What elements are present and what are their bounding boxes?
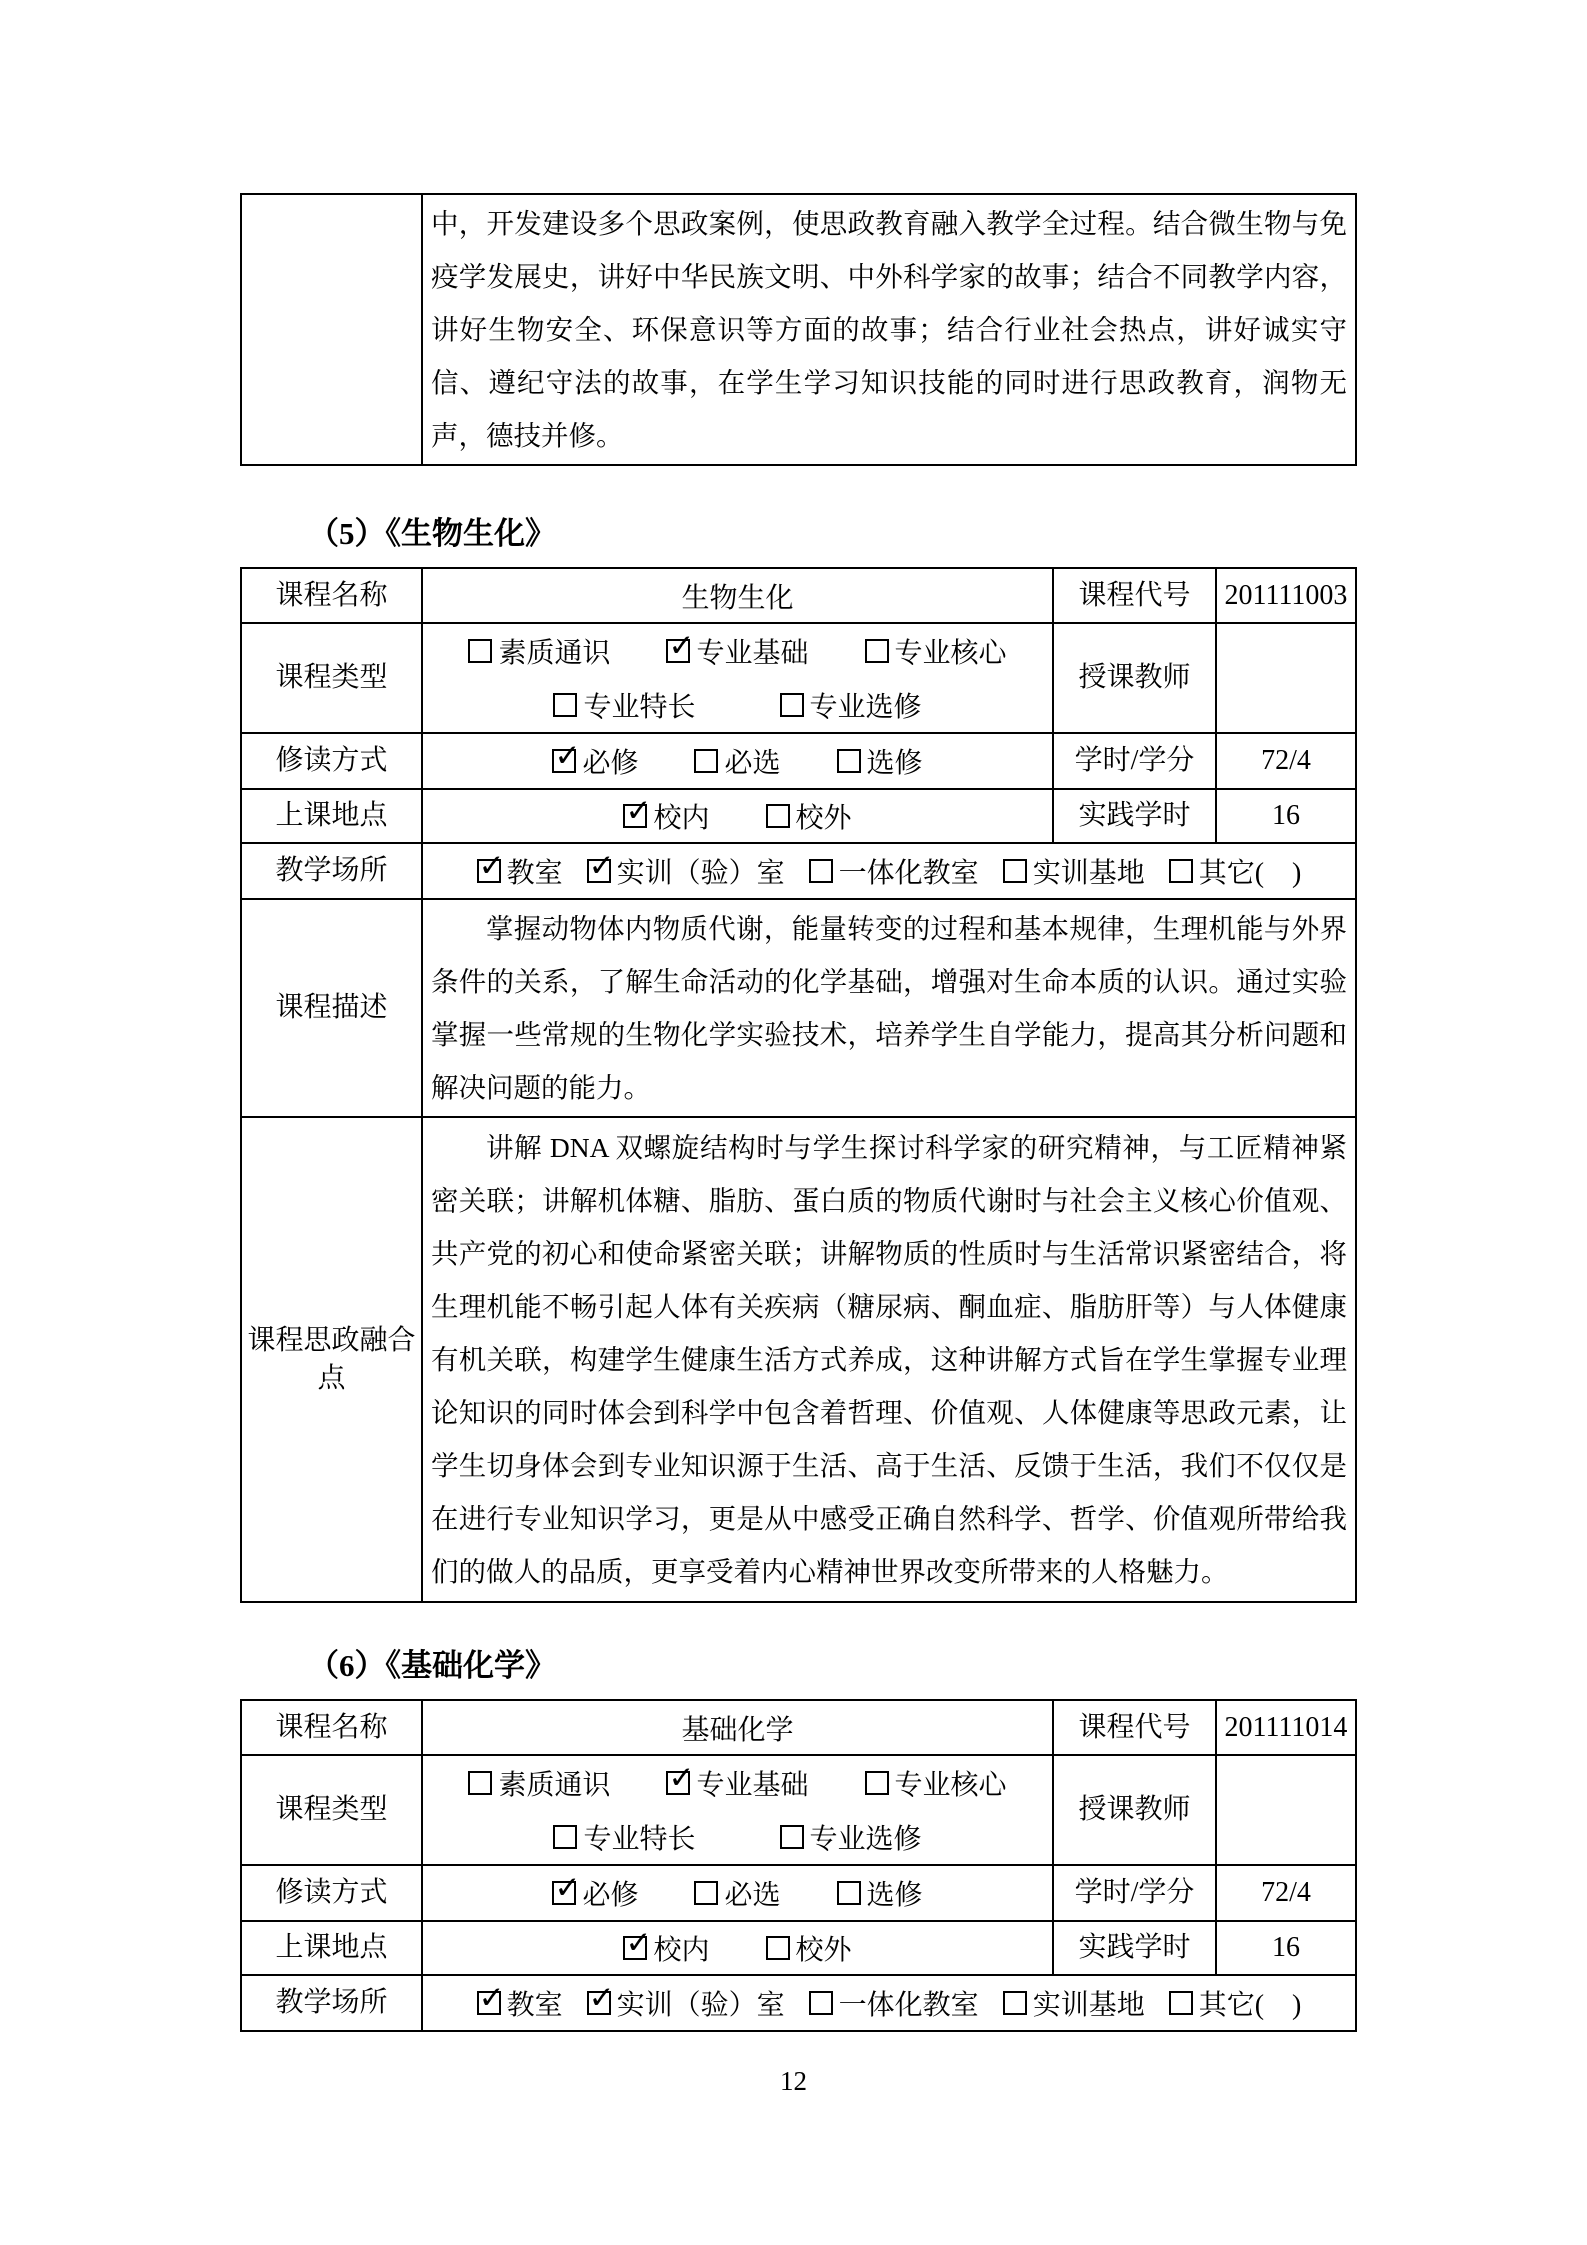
unchecked-checkbox-icon[interactable]: [1169, 859, 1193, 883]
checkbox-option-label: 选修: [866, 748, 923, 779]
checkbox-option[interactable]: [666, 631, 808, 671]
unchecked-checkbox-icon[interactable]: [694, 1881, 718, 1905]
checkbox-option-label: 实训（验）室: [616, 858, 785, 889]
course-description-paragraph: 掌握动物体内物质代谢，能量转变的过程和基本规律，生理机能与外界条件的关系，了解生命活动的化学基础，增强对生命本质的认识。通过实验掌握一些常规的生物化学实验技术，培养学生自学能力，提高其分析问题和解决问题的能力。: [431, 913, 1347, 1103]
class-place-options-row: [429, 796, 1046, 836]
checkbox-option[interactable]: [477, 851, 563, 891]
checkbox-option-label: 实训基地: [1032, 1990, 1145, 2021]
continuation-empty-label-cell: [241, 194, 422, 465]
checkbox-option[interactable]: [553, 685, 695, 725]
checkbox-option-label: 其它( ): [1198, 858, 1302, 889]
section-5-heading: （5）《生物生化》: [308, 516, 556, 551]
checkbox-option-label: 专业基础: [696, 638, 809, 669]
table-row: [241, 789, 1356, 843]
class-place-options-cell: [422, 789, 1053, 843]
course-type-label: 课程类型: [241, 1755, 422, 1865]
class-place-options-cell: [422, 1921, 1053, 1975]
unchecked-checkbox-icon[interactable]: [553, 693, 577, 717]
teacher-label: 授课教师: [1053, 623, 1216, 733]
course-code-label: 课程代号: [1053, 568, 1216, 623]
study-mode-label: 修读方式: [241, 1865, 422, 1921]
checkbox-option-label: 教室: [506, 858, 563, 889]
study-mode-options-row: [429, 741, 1046, 781]
practice-hours-value: 16: [1216, 789, 1356, 843]
checkbox-option-label: 专业特长: [583, 1824, 696, 1855]
checkbox-option[interactable]: [468, 1763, 610, 1803]
unchecked-checkbox-icon[interactable]: [780, 693, 804, 717]
course-type-label: 课程类型: [241, 623, 422, 733]
unchecked-checkbox-icon[interactable]: [809, 1991, 833, 2015]
checkbox-option-label: 专业核心: [894, 638, 1007, 669]
checkbox-option-label: 必修: [582, 748, 639, 779]
course-name-label: 课程名称: [241, 1700, 422, 1755]
checkbox-option-label: 专业选修: [809, 692, 922, 723]
checkbox-option[interactable]: [766, 796, 852, 836]
unchecked-checkbox-icon[interactable]: [780, 1825, 804, 1849]
continuation-text-cell: [422, 194, 1356, 465]
checkbox-option[interactable]: [809, 851, 979, 891]
checked-checkbox-icon[interactable]: [552, 1881, 576, 1905]
teaching-venue-label: 教学场所: [241, 1975, 422, 2031]
checked-checkbox-icon[interactable]: [666, 639, 690, 663]
checkbox-option[interactable]: [1169, 851, 1302, 891]
unchecked-checkbox-icon[interactable]: [694, 749, 718, 773]
checkbox-option-label: 实训基地: [1032, 858, 1145, 889]
checkbox-option-label: 其它( ): [1198, 1990, 1302, 2021]
checkbox-option[interactable]: [553, 1817, 695, 1857]
course-name-label: 课程名称: [241, 568, 422, 623]
course-type-options-row2: [429, 1810, 1046, 1864]
ideology-fusion-cell: [422, 1117, 1356, 1602]
unchecked-checkbox-icon[interactable]: [865, 639, 889, 663]
course-description-cell: [422, 899, 1356, 1117]
course-name-value: 生物生化: [422, 568, 1053, 623]
ideology-fusion-paragraph: 讲解 DNA 双螺旋结构时与学生探讨科学家的研究精神，与工匠精神紧密关联；讲解机体糖、脂肪、蛋白质的物质代谢时与社会主义核心价值观、共产党的初心和使命紧密关联；讲解物质的性质时与生活常识紧密结合，将生理机能不畅引起人体有关疾病（糖尿病、酮血症、脂肪肝等）与人体健康有机关联，构建学生健康生活方式养成，这种讲解方式旨在学生掌握专业理论知识的同时体会到科学中包含着哲理、价值观、人体健康等思政元素，让学生切身体会到专业知识源于生活、高于生活、反馈于生活，我们不仅仅是在进行专业知识学习，更是从中感受正确自然科学、哲学、价值观所带给我们的做人的品质，更享受着内心精神世界改变所带来的人格魅力。: [431, 1132, 1347, 1587]
course-type-options-row1: [429, 1756, 1046, 1810]
unchecked-checkbox-icon[interactable]: [809, 859, 833, 883]
checkbox-option[interactable]: [1169, 1983, 1302, 2023]
class-place-label: 上课地点: [241, 1921, 422, 1975]
table-row: [241, 733, 1356, 789]
ideology-fusion-label: 课程思政融合点: [241, 1117, 422, 1602]
page-number: 12: [780, 2066, 807, 2096]
teaching-venue-options-cell: [422, 843, 1356, 899]
hours-credits-value: 72/4: [1216, 1865, 1356, 1921]
course-code-value: 201111014: [1216, 1700, 1356, 1755]
checkbox-option-label: 素质通识: [498, 1770, 611, 1801]
checked-checkbox-icon[interactable]: [666, 1771, 690, 1795]
checkbox-option-label: 素质通识: [498, 638, 611, 669]
checkbox-option-label: 专业选修: [809, 1824, 922, 1855]
course-name-value: 基础化学: [422, 1700, 1053, 1755]
checkbox-option[interactable]: [865, 1763, 1007, 1803]
hours-credits-value: 72/4: [1216, 733, 1356, 789]
checkbox-option-label: 校内: [653, 803, 710, 834]
table-row: [241, 1117, 1356, 1602]
checkbox-option-label: 专业核心: [894, 1770, 1007, 1801]
checked-checkbox-icon[interactable]: [623, 1936, 647, 1960]
checkbox-option[interactable]: [552, 741, 638, 781]
checked-checkbox-icon[interactable]: [477, 1991, 501, 2015]
continuation-paragraph: 中，开发建设多个思政案例，使思政教育融入教学全过程。结合微生物与免疫学发展史，讲好中华民族文明、中外科学家的故事；结合不同教学内容，讲好生物安全、环保意识等方面的故事；结合行业社会热点，讲好诚实守信、遵纪守法的故事，在学生学习知识技能的同时进行思政教育，润物无声，德技并修。: [431, 208, 1347, 451]
unchecked-checkbox-icon[interactable]: [468, 639, 492, 663]
table-row: [241, 1700, 1356, 1755]
checkbox-option[interactable]: [623, 796, 709, 836]
table-row: [241, 843, 1356, 899]
study-mode-options-cell: [422, 1865, 1053, 1921]
checkbox-option[interactable]: [809, 1983, 979, 2023]
study-mode-options-cell: [422, 733, 1053, 789]
unchecked-checkbox-icon[interactable]: [766, 804, 790, 828]
checkbox-option-label: 一体化教室: [838, 858, 979, 889]
table-row: [241, 1755, 1356, 1865]
unchecked-checkbox-icon[interactable]: [1169, 1991, 1193, 2015]
checkbox-option[interactable]: [587, 1983, 785, 2023]
checkbox-option[interactable]: [1003, 1983, 1145, 2023]
checked-checkbox-icon[interactable]: [587, 859, 611, 883]
teaching-venue-options-cell: [422, 1975, 1356, 2031]
study-mode-options-row: [429, 1873, 1046, 1913]
checkbox-option-label: 教室: [506, 1990, 563, 2021]
unchecked-checkbox-icon[interactable]: [837, 749, 861, 773]
course-type-options-row1: [429, 624, 1046, 678]
hours-credits-label: 学时/学分: [1053, 1865, 1216, 1921]
practice-hours-label: 实践学时: [1053, 789, 1216, 843]
table-row: [241, 1975, 1356, 2031]
practice-hours-value: 16: [1216, 1921, 1356, 1975]
checkbox-option[interactable]: [694, 741, 780, 781]
teacher-label: 授课教师: [1053, 1755, 1216, 1865]
teaching-venue-options-row: [429, 1983, 1349, 2023]
course-6-table: [240, 1699, 1357, 2032]
table-row: [241, 899, 1356, 1117]
unchecked-checkbox-icon[interactable]: [1003, 1991, 1027, 2015]
checkbox-option-label: 选修: [866, 1880, 923, 1911]
checkbox-option[interactable]: [865, 631, 1007, 671]
checked-checkbox-icon[interactable]: [623, 804, 647, 828]
checkbox-option-label: 校外: [795, 803, 852, 834]
checkbox-option[interactable]: [766, 1928, 852, 1968]
section-6-heading: （6）《基础化学》: [308, 1648, 556, 1683]
checked-checkbox-icon[interactable]: [477, 859, 501, 883]
checked-checkbox-icon[interactable]: [552, 749, 576, 773]
teacher-value: [1216, 623, 1356, 733]
checkbox-option[interactable]: [780, 685, 922, 725]
checkbox-option-label: 必选: [724, 1880, 781, 1911]
unchecked-checkbox-icon[interactable]: [766, 1936, 790, 1960]
unchecked-checkbox-icon[interactable]: [553, 1825, 577, 1849]
teacher-value: [1216, 1755, 1356, 1865]
checkbox-option[interactable]: [694, 1873, 780, 1913]
checkbox-option[interactable]: [1003, 851, 1145, 891]
course-type-options-row2: [429, 678, 1046, 732]
checkbox-option-label: 必修: [582, 1880, 639, 1911]
checked-checkbox-icon[interactable]: [587, 1991, 611, 2015]
checkbox-option-label: 校外: [795, 1935, 852, 1966]
practice-hours-label: 实践学时: [1053, 1921, 1216, 1975]
checkbox-option-label: 一体化教室: [838, 1990, 979, 2021]
checkbox-option[interactable]: [552, 1873, 638, 1913]
hours-credits-label: 学时/学分: [1053, 733, 1216, 789]
checkbox-option-label: 实训（验）室: [616, 1990, 785, 2021]
checkbox-option-label: 必选: [724, 748, 781, 779]
table-row: [241, 623, 1356, 733]
course-type-options-cell: [422, 623, 1053, 733]
class-place-options-row: [429, 1928, 1046, 1968]
course-code-label: 课程代号: [1053, 1700, 1216, 1755]
checkbox-option[interactable]: [837, 1873, 923, 1913]
course-5-table: [240, 567, 1357, 1603]
table-row: [241, 1921, 1356, 1975]
checkbox-option[interactable]: [837, 741, 923, 781]
table-row: [241, 1865, 1356, 1921]
checkbox-option[interactable]: [623, 1928, 709, 1968]
study-mode-label: 修读方式: [241, 733, 422, 789]
checkbox-option-label: 校内: [653, 1935, 710, 1966]
course-description-label: 课程描述: [241, 899, 422, 1117]
teaching-venue-options-row: [429, 851, 1349, 891]
unchecked-checkbox-icon[interactable]: [468, 1771, 492, 1795]
table-row: [241, 568, 1356, 623]
checkbox-option[interactable]: [666, 1763, 808, 1803]
checkbox-option[interactable]: [477, 1983, 563, 2023]
checkbox-option-label: 专业基础: [696, 1770, 809, 1801]
checkbox-option[interactable]: [587, 851, 785, 891]
unchecked-checkbox-icon[interactable]: [1003, 859, 1027, 883]
unchecked-checkbox-icon[interactable]: [837, 1881, 861, 1905]
course-type-options-cell: [422, 1755, 1053, 1865]
course-code-value: 201111003: [1216, 568, 1356, 623]
class-place-label: 上课地点: [241, 789, 422, 843]
checkbox-option-label: 专业特长: [583, 692, 696, 723]
continuation-table: [240, 193, 1357, 466]
checkbox-option[interactable]: [780, 1817, 922, 1857]
teaching-venue-label: 教学场所: [241, 843, 422, 899]
unchecked-checkbox-icon[interactable]: [865, 1771, 889, 1795]
checkbox-option[interactable]: [468, 631, 610, 671]
